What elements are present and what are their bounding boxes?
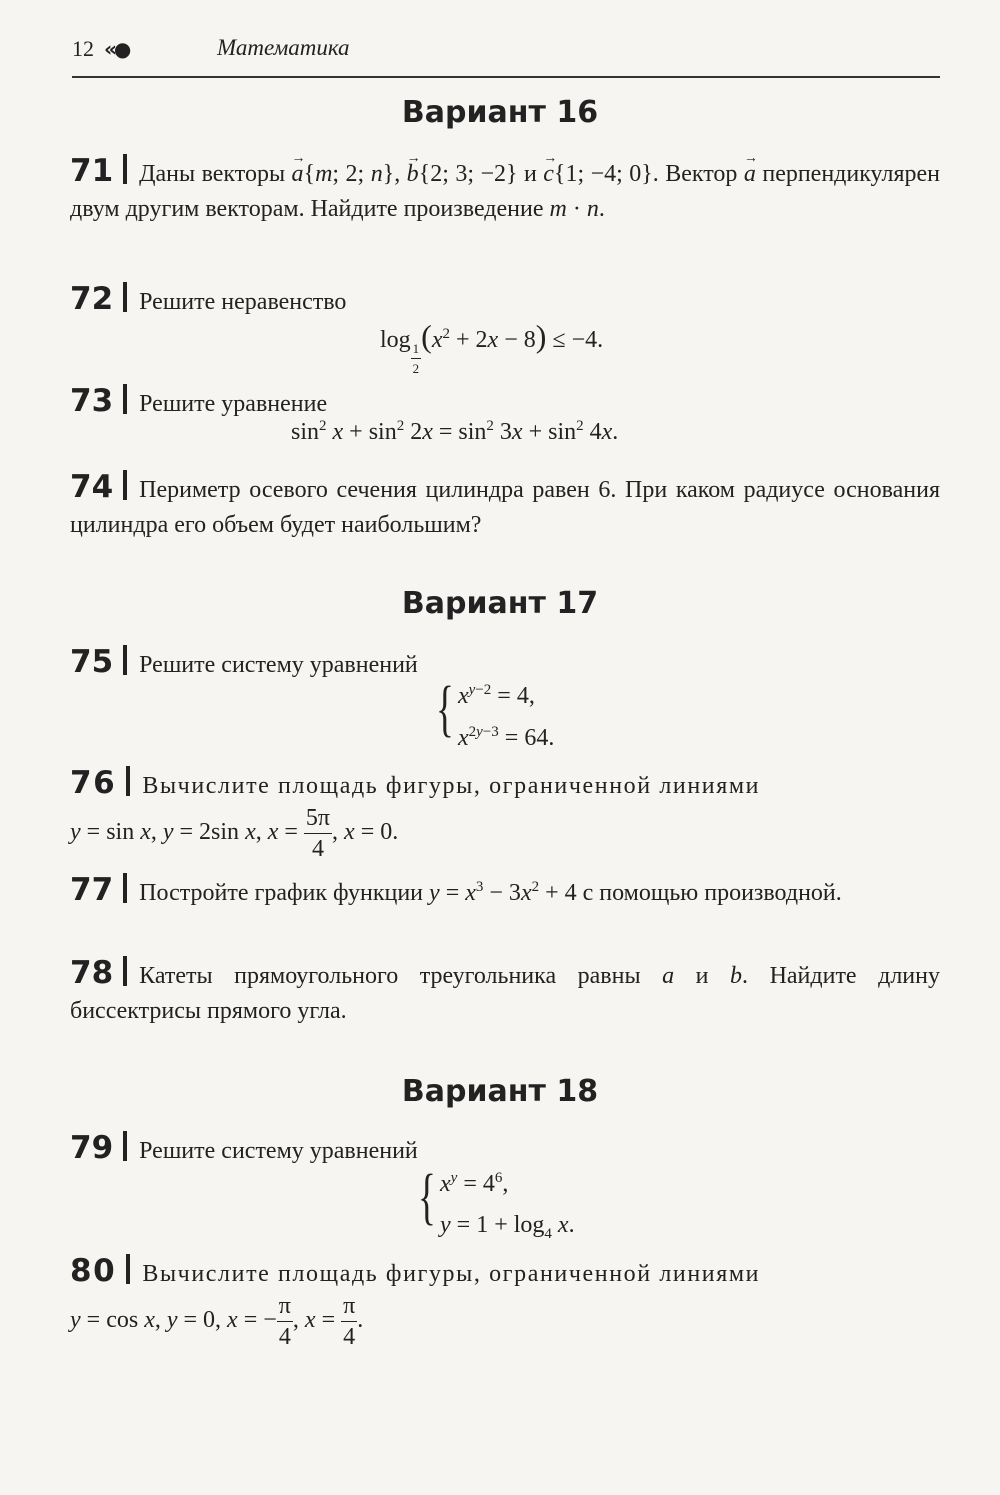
task-74: 74 Периметр осевого сечения цилиндра равен 6. При каком радиусе основания цилиндра его объем будет наибольшим? [70, 469, 940, 538]
task-71: 71 Даны векторы → a{m; 2; n}, → b{2; 3; −2} и → c{1; −4; 0}. Вектор → a перпендикулярен двум другим векторам. Найдите произведение m · n. [70, 154, 940, 227]
task-number: 71 [70, 153, 114, 189]
formula-72: log $_{\frac{1}{2}}$ $(x^2 + 2x - 8) \le -4$. [380, 318, 604, 376]
task-79: 79 Решите систему уравнений [70, 1130, 418, 1166]
formula-80: y = cos x, y = 0, x = − $\frac{\pi}{4}$ , x = $\frac{\pi}{4}$ . [70, 1293, 364, 1350]
task-77: 77 Постройте график функции $y = x^3 - 3x^2 + 4$ с помощью производной. [70, 872, 842, 908]
book-title: Математика [217, 35, 350, 60]
system-75: { $x^{y-2} = 4$, $x^{2y-3} = 64$. [436, 675, 555, 751]
formula-76: y = sin x, y = 2sin x, x = $\frac{5\pi}{4}$ , x = 0. [70, 805, 399, 862]
task-80: 80 Вычислите площадь фигуры, ограниченной линиями [70, 1253, 761, 1289]
formula-73: $\sin^2 x + \sin^2 2x = \sin^2 3x + \sin^2 4x$. [291, 418, 619, 445]
task-bar [123, 154, 127, 184]
task-75: 75 Решите систему уравнений [70, 644, 418, 680]
vector-c: → c [543, 157, 554, 192]
brace-icon: { [418, 1163, 436, 1231]
task-78: 78 Катеты прямоугольного треугольника равны a и b. Найдите длину биссектрисы прямого угла. [70, 955, 940, 1024]
page-header [72, 34, 940, 78]
section-marker-icon: «● [104, 37, 129, 61]
task-text: Даны векторы [139, 161, 286, 187]
task-73: 73 Решите уравнение [70, 383, 328, 419]
vector-a: → a [292, 157, 304, 192]
page-number: 12 [72, 36, 94, 61]
variant-heading: Вариант 16 [401, 95, 599, 130]
vector-b: → b [407, 157, 419, 192]
task-72: 72 Решите неравенство [70, 281, 347, 317]
variant-heading: Вариант 17 [401, 586, 599, 621]
task-76: 76 Вычислите площадь фигуры, ограниченной линиями [70, 765, 761, 801]
system-79: { $x^y = 4^6$, $y = 1 + \log_4 x$. [418, 1163, 575, 1242]
variant-heading: Вариант 18 [401, 1074, 599, 1109]
brace-icon: { [436, 675, 454, 743]
